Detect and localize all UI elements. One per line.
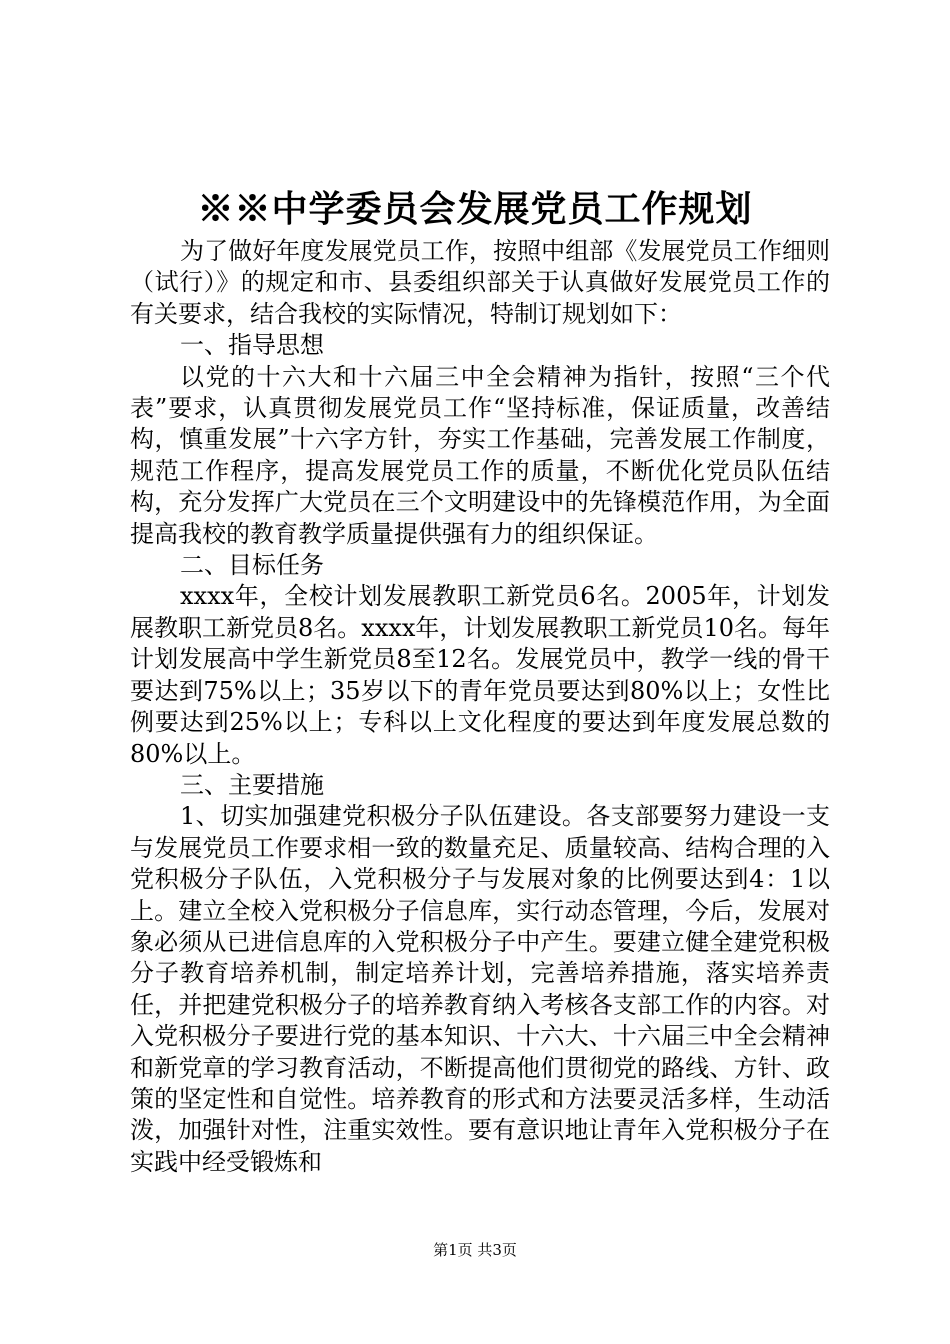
- intro-paragraph: 为了做好年度发展党员工作，按照中组部《发展党员工作细则（试行）》的规定和市、县委组织部关于认真做好发展党员工作的有关要求，结合我校的实际情况，特制订规划如下：: [130, 237, 830, 328]
- section-heading-goals: 二、目标任务: [180, 551, 324, 580]
- document-body: [130, 236, 830, 1178]
- document-title: ※※中学委员会发展党员工作规划: [197, 188, 753, 230]
- page-number-footer: 第1页 共3页: [433, 1241, 517, 1259]
- guiding-ideology-paragraph: 以党的十六大和十六届三中全会精神为指针，按照“三个代表”要求，认真贯彻发展党员工作“坚持标准，保证质量，改善结构，慎重发展”十六字方针，夯实工作基础，完善发展工作制度，规范工作程序，提高发展党员工作的质量，不断优化党员队伍结构，充分发挥广大党员在三个文明建设中的先锋模范作用，为全面提高我校的教育教学质量提供强有力的组织保证。: [130, 362, 830, 548]
- section-heading-guiding-ideology: 一、指导思想: [180, 331, 324, 360]
- goals-paragraph: xxxx年，全校计划发展教职工新党员6名。2005年，计划发展教职工新党员8名。xxxx年，计划发展教职工新党员10名。每年计划发展高中学生新党员8至12名。发展党员中，教学一线的骨干要达到75%以上；35岁以下的青年党员要达到80%以上；女性比例要达到25%以上；专科以上文化程度的要达到年度发展总数的80%以上。: [130, 582, 830, 768]
- measures-paragraph-1: 1、切实加强建党积极分子队伍建设。各支部要努力建设一支与发展党员工作要求相一致的数量充足、质量较高、结构合理的入党积极分子队伍，入党积极分子与发展对象的比例要达到4：1以上。建立全校入党积极分子信息库，实行动态管理，今后，发展对象必须从已进信息库的入党积极分子中产生。要建立健全建党积极分子教育培养机制，制定培养计划，完善培养措施，落实培养责任，并把建党积极分子的培养教育纳入考核各支部工作的内容。对入党积极分子要进行党的基本知识、十六大、十六届三中全会精神和新党章的学习教育活动，不断提高他们贯彻党的路线、方针、政策的坚定性和自觉性。培养教育的形式和方法要灵活多样，生动活泼，加强针对性，注重实效性。要有意识地让青年入党积极分子在实践中经受锻炼和: [130, 802, 830, 1176]
- section-heading-measures: 三、主要措施: [180, 770, 324, 799]
